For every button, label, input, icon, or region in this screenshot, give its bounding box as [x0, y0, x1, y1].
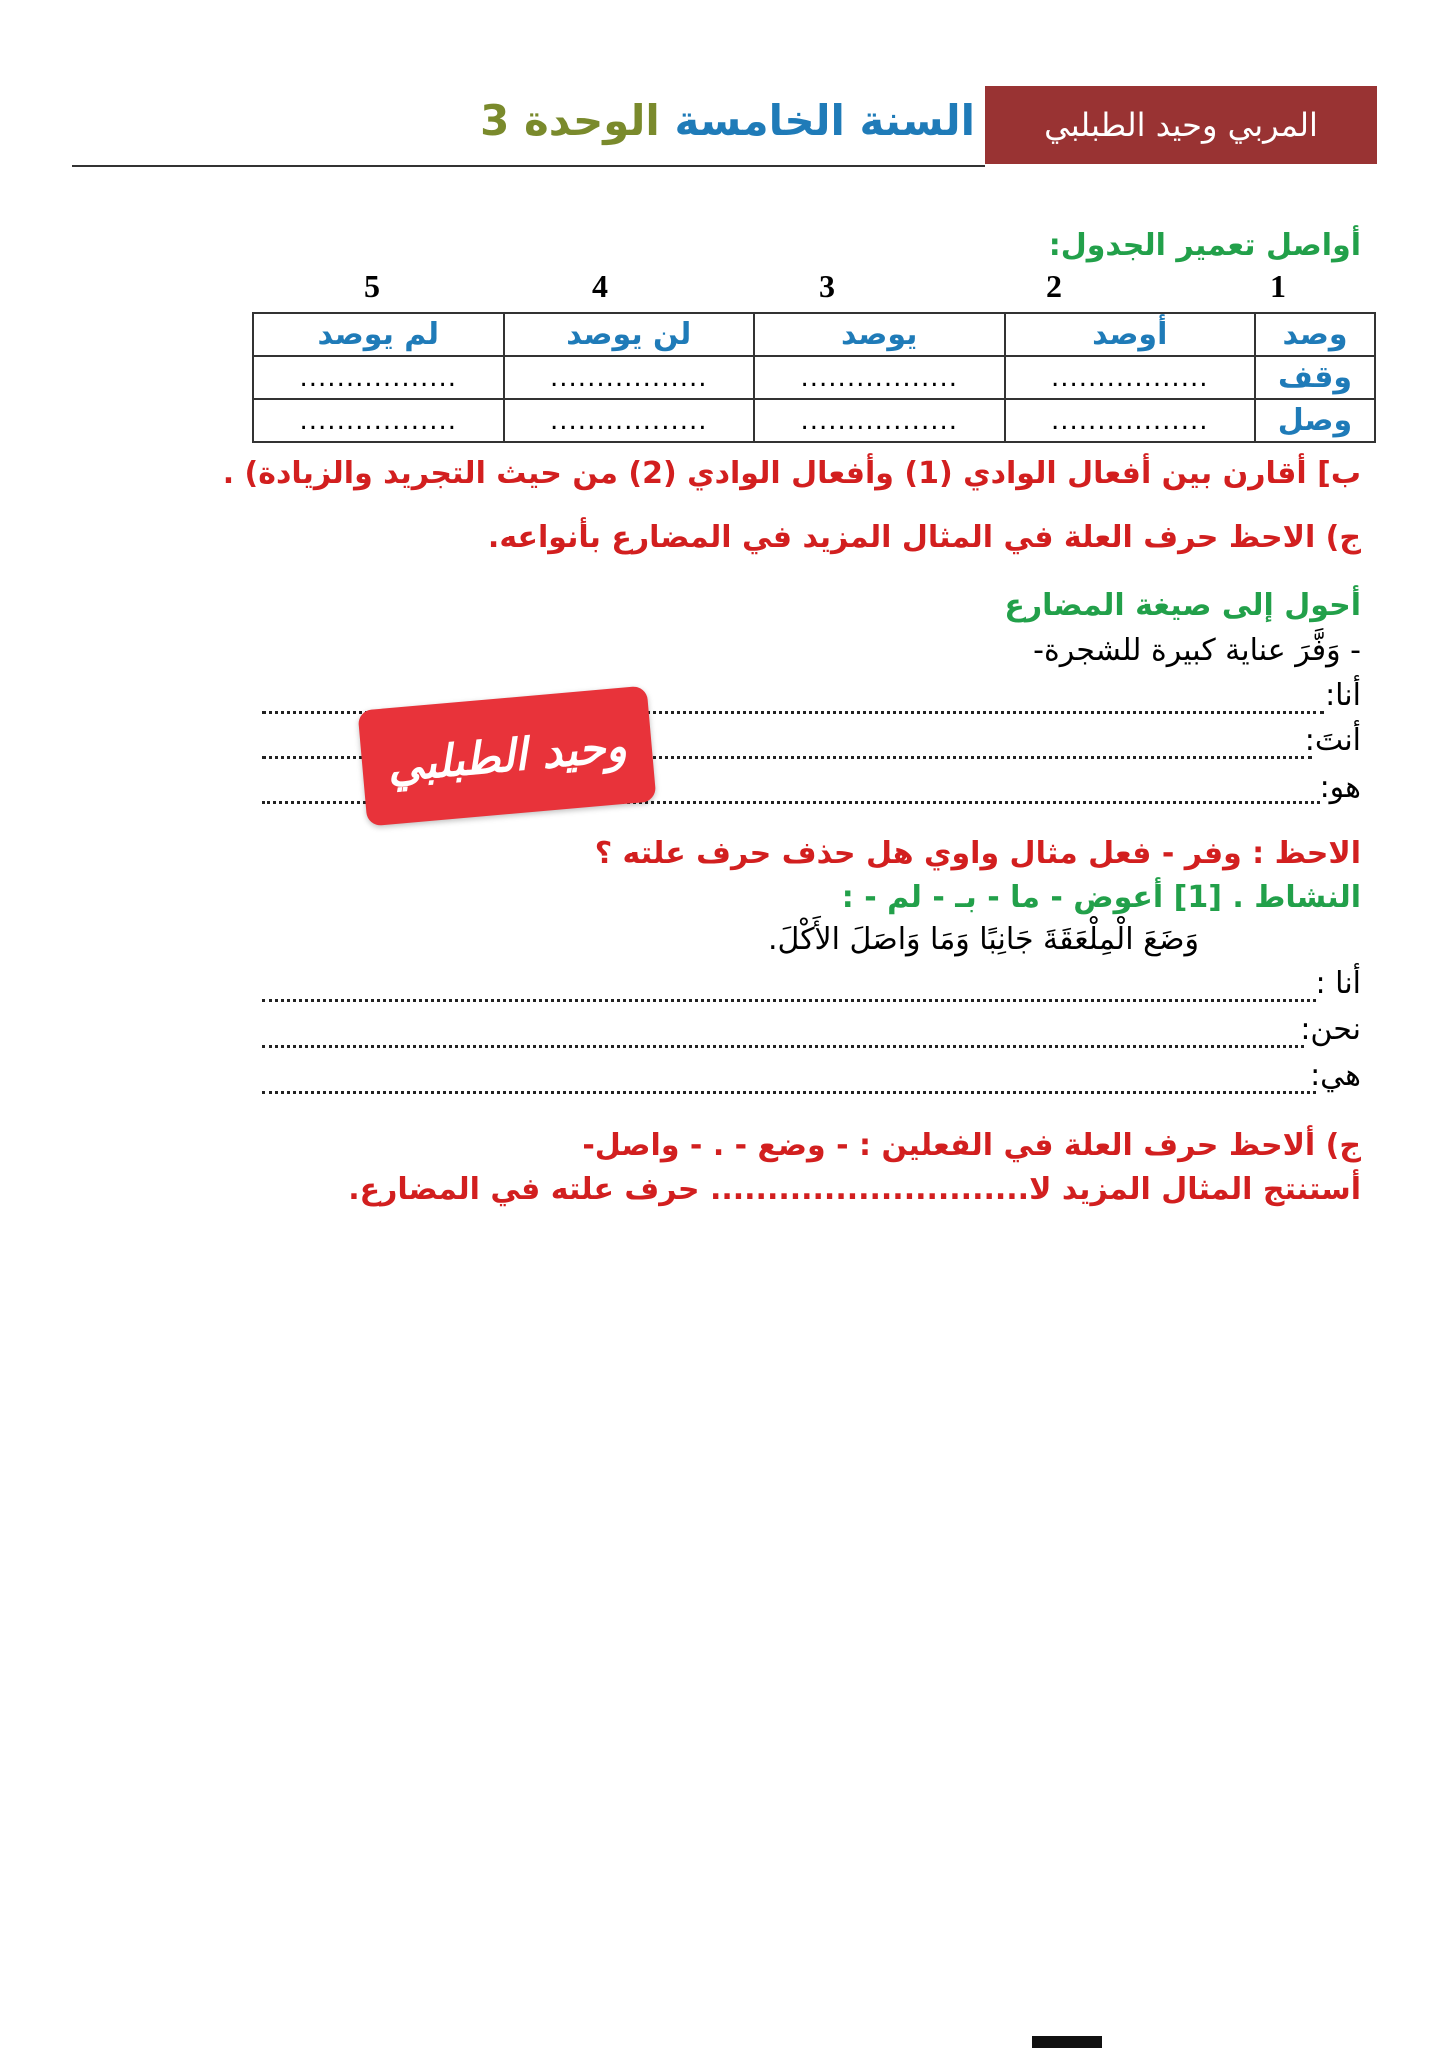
table-cell-blank[interactable]: .................	[504, 399, 754, 442]
page-title	[480, 96, 975, 145]
column-number-1: 1	[1270, 268, 1286, 304]
final-conclusion: أستنتج المثال المزيد لا............................ حرف علته في المضارع.	[348, 1172, 1361, 1207]
table-cell-blank[interactable]: .................	[754, 399, 1004, 442]
table-cell-blank[interactable]: .................	[1005, 399, 1255, 442]
section-heading-table: أواصل تعمير الجدول:	[1048, 228, 1361, 263]
verb-table	[252, 312, 1376, 443]
column-number-3: 3	[819, 268, 835, 304]
author-stamp	[357, 686, 656, 827]
column-number-2: 2	[1046, 268, 1062, 304]
table-cell: وقف	[1255, 356, 1375, 399]
table-cell-blank[interactable]: .................	[253, 399, 504, 442]
answer-line[interactable]	[262, 1045, 1304, 1048]
prompt-label: أنا :	[1315, 966, 1361, 1001]
table-cell-blank[interactable]: .................	[1005, 356, 1255, 399]
prompt-label: هو:	[1319, 770, 1361, 805]
table-cell: لم يوصد	[253, 313, 504, 356]
table-row	[253, 356, 1375, 399]
prompt-label: أنتَ:	[1304, 723, 1361, 758]
table-cell-blank[interactable]: .................	[504, 356, 754, 399]
prompt-label: أنا:	[1325, 678, 1361, 713]
observation-note: الاحظ : وفر - فعل مثال واوي هل حذف حرف علته ؟	[594, 836, 1361, 871]
stamp-text: وحيد الطبلبي	[385, 720, 629, 792]
final-observation: ج) ألاحظ حرف العلة في الفعلين : - وضع - . - واصل-	[582, 1128, 1361, 1163]
title-unit: الوحدة 3	[480, 96, 660, 145]
answer-line[interactable]	[262, 1091, 1316, 1094]
table-cell: وصد	[1255, 313, 1375, 356]
table-cell-blank[interactable]: .................	[253, 356, 504, 399]
table-cell: وصل	[1255, 399, 1375, 442]
title-year: السنة الخامسة	[674, 96, 975, 145]
column-number-4: 4	[592, 268, 608, 304]
table-cell: لن يوصد	[504, 313, 754, 356]
answer-line[interactable]	[262, 999, 1316, 1002]
table-row	[253, 313, 1375, 356]
author-banner	[985, 86, 1377, 164]
source-sentence: - وَفَّرَ عناية كبيرة للشجرة-	[1033, 633, 1361, 668]
table-cell: أوصد	[1005, 313, 1255, 356]
table-cell-blank[interactable]: .................	[754, 356, 1004, 399]
prompt-label: هي:	[1310, 1058, 1361, 1093]
column-number-5: 5	[364, 268, 380, 304]
header-divider	[72, 165, 985, 167]
page-marker	[1032, 2036, 1102, 2048]
activity-heading: النشاط . [1] أعوض - ما - بـ - لم - :	[841, 880, 1361, 915]
table-cell: يوصد	[754, 313, 1004, 356]
activity-sentence: وَضَعَ الْمِلْعَقَةَ جَانِبًا وَمَا وَاصَلَ الأَكْلَ.	[767, 922, 1199, 957]
section-heading-conjugate: أحول إلى صيغة المضارع	[1004, 588, 1361, 623]
prompt-label: نحن:	[1300, 1012, 1361, 1047]
question-b: ب] أقارن بين أفعال الوادي (1) وأفعال الوادي (2) من حيث التجريد والزيادة) .	[222, 456, 1361, 491]
question-c: ج) الاحظ حرف العلة في المثال المزيد في المضارع بأنواعه.	[487, 520, 1361, 555]
author-name: المربي وحيد الطبلبي	[1044, 106, 1318, 144]
table-row	[253, 399, 1375, 442]
